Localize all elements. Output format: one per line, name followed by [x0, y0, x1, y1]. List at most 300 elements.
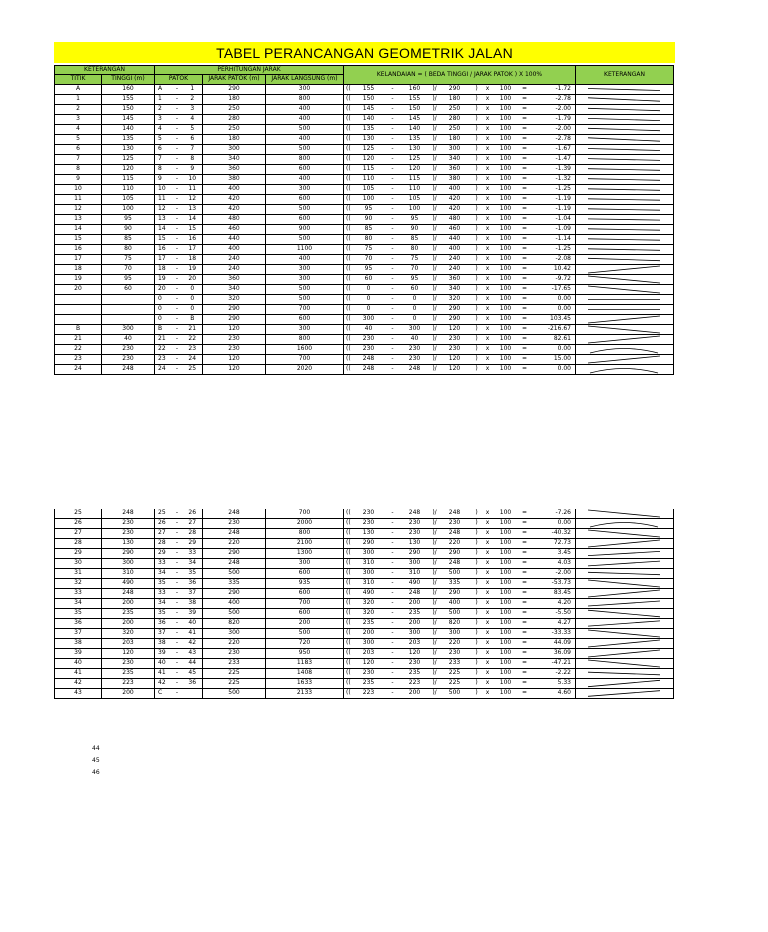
slope-result-cell: 10.42 [530, 264, 576, 274]
height-b-cell: 230 [400, 659, 430, 669]
slope-sketch-icon [576, 559, 673, 568]
height-b-cell: 100 [400, 204, 430, 214]
minus-cell: - [386, 569, 400, 579]
divide-cell: )/ [430, 539, 440, 549]
slope-sketch-icon [576, 235, 673, 244]
distance-cell: 250 [440, 124, 470, 134]
patok-from-cell: 23 [155, 354, 172, 364]
titik-cell: 29 [55, 549, 102, 559]
slope-sketch-icon [576, 589, 673, 598]
patok-from-cell: 35 [155, 609, 172, 619]
height-b-cell: 95 [400, 274, 430, 284]
keterangan-sketch-cell [576, 569, 674, 579]
distance-cell: 280 [440, 114, 470, 124]
patok-to-cell: 29 [183, 539, 203, 549]
distance-cell: 290 [440, 314, 470, 324]
divide-cell: )/ [430, 639, 440, 649]
table-row [55, 669, 674, 679]
divide-cell: )/ [430, 114, 440, 124]
slope-sketch-icon [576, 659, 673, 668]
equals-cell: = [520, 234, 530, 244]
titik-cell: 5 [55, 134, 102, 144]
patok-from-cell: 13 [155, 214, 172, 224]
tinggi-cell: 200 [102, 599, 155, 609]
equals-cell: = [520, 264, 530, 274]
height-a-cell: 40 [352, 324, 386, 334]
table-row [55, 234, 674, 244]
jarak-langsung-cell: 2020 [266, 364, 344, 374]
jarak-patok-cell: 300 [203, 144, 266, 154]
patok-to-cell: 27 [183, 519, 203, 529]
slope-sketch-icon [576, 165, 673, 174]
jarak-langsung-cell: 500 [266, 234, 344, 244]
hundred-cell: 100 [492, 579, 520, 589]
table-row [55, 629, 674, 639]
slope-result-cell: -53.73 [530, 579, 576, 589]
table-row [55, 619, 674, 629]
table-row [55, 519, 674, 529]
close-paren-cell: ) [470, 204, 484, 214]
minus-cell: - [386, 104, 400, 114]
close-paren-cell: ) [470, 639, 484, 649]
hundred-cell: 100 [492, 609, 520, 619]
height-a-cell: 95 [352, 204, 386, 214]
minus-cell: - [386, 639, 400, 649]
times-cell: x [484, 599, 492, 609]
table-title: TABEL PERANCANGAN GEOMETRIK JALAN [54, 42, 675, 63]
slope-line [588, 88, 660, 90]
patok-dash-cell: - [172, 619, 183, 629]
keterangan-sketch-cell [576, 284, 674, 294]
minus-cell: - [386, 204, 400, 214]
jarak-patok-cell: 400 [203, 244, 266, 254]
slope-line [588, 179, 660, 181]
keterangan-sketch-cell [576, 264, 674, 274]
minus-cell: - [386, 184, 400, 194]
table-row [55, 294, 674, 304]
patok-from-cell: 41 [155, 669, 172, 679]
slope-line [588, 601, 660, 606]
patok-dash-cell: - [172, 669, 183, 679]
distance-cell: 250 [440, 104, 470, 114]
patok-dash-cell: - [172, 224, 183, 234]
jarak-langsung-cell: 600 [266, 314, 344, 324]
slope-line [588, 169, 660, 171]
patok-from-cell: 9 [155, 174, 172, 184]
hundred-cell: 100 [492, 124, 520, 134]
table-row [55, 224, 674, 234]
hundred-cell: 100 [492, 679, 520, 689]
minus-cell: - [386, 214, 400, 224]
tinggi-header: TINGGI (m) [102, 75, 155, 84]
times-cell: x [484, 94, 492, 104]
hundred-cell: 100 [492, 134, 520, 144]
jarak-langsung-cell: 800 [266, 154, 344, 164]
patok-dash-cell: - [172, 579, 183, 589]
hundred-cell: 100 [492, 589, 520, 599]
patok-dash-cell: - [172, 134, 183, 144]
hundred-cell: 100 [492, 509, 520, 519]
patok-dash-cell: - [172, 294, 183, 304]
table-row [55, 364, 674, 374]
open-paren-cell: (( [344, 144, 352, 154]
patok-from-cell: C [155, 689, 172, 699]
slope-sketch-icon [576, 355, 673, 364]
open-paren-cell: (( [344, 244, 352, 254]
height-b-cell: 203 [400, 639, 430, 649]
hundred-cell: 100 [492, 174, 520, 184]
hundred-cell: 100 [492, 539, 520, 549]
tinggi-cell: 130 [102, 539, 155, 549]
slope-sketch-icon [576, 115, 673, 124]
patok-dash-cell: - [172, 569, 183, 579]
minus-cell: - [386, 344, 400, 354]
table-row [55, 579, 674, 589]
titik-cell: 33 [55, 589, 102, 599]
tinggi-cell: 95 [102, 214, 155, 224]
table-row [55, 94, 674, 104]
perhitungan-header: PERHITUNGAN JARAK [155, 66, 344, 75]
times-cell: x [484, 619, 492, 629]
patok-to-cell: 23 [183, 344, 203, 354]
table-row [55, 334, 674, 344]
slope-sketch-icon [576, 145, 673, 154]
close-paren-cell: ) [470, 549, 484, 559]
equals-cell: = [520, 679, 530, 689]
patok-dash-cell: - [172, 234, 183, 244]
equals-cell: = [520, 344, 530, 354]
slope-line [588, 316, 660, 323]
times-cell: x [484, 304, 492, 314]
hundred-cell: 100 [492, 234, 520, 244]
patok-dash-cell: - [172, 354, 183, 364]
divide-cell: )/ [430, 324, 440, 334]
equals-cell: = [520, 254, 530, 264]
equals-cell: = [520, 304, 530, 314]
equals-cell: = [520, 509, 530, 519]
patok-to-cell: 37 [183, 589, 203, 599]
titik-cell: 34 [55, 599, 102, 609]
minus-cell: - [386, 619, 400, 629]
jarak-patok-cell: 320 [203, 294, 266, 304]
keterangan-sketch-cell [576, 619, 674, 629]
equals-cell: = [520, 659, 530, 669]
patok-to-cell: 44 [183, 659, 203, 669]
times-cell: x [484, 659, 492, 669]
jarak-patok-cell: 400 [203, 599, 266, 609]
keterangan-sketch-cell [576, 314, 674, 324]
slope-line [588, 680, 660, 686]
patok-to-cell: 5 [183, 124, 203, 134]
hundred-cell: 100 [492, 294, 520, 304]
slope-result-cell: -1.67 [530, 144, 576, 154]
minus-cell: - [386, 254, 400, 264]
times-cell: x [484, 314, 492, 324]
hundred-cell: 100 [492, 114, 520, 124]
table-row [55, 264, 674, 274]
table-row [55, 174, 674, 184]
close-paren-cell: ) [470, 104, 484, 114]
tinggi-cell: 200 [102, 619, 155, 629]
jarak-patok-cell: 820 [203, 619, 266, 629]
patok-dash-cell: - [172, 344, 183, 354]
titik-cell: 31 [55, 569, 102, 579]
jarak-patok-cell: 230 [203, 649, 266, 659]
trailing-number: 46 [92, 769, 100, 776]
hundred-cell: 100 [492, 519, 520, 529]
jarak-patok-cell: 460 [203, 224, 266, 234]
tinggi-cell [102, 314, 155, 324]
titik-cell: 42 [55, 679, 102, 689]
hundred-cell: 100 [492, 529, 520, 539]
height-b-cell: 150 [400, 104, 430, 114]
hundred-cell: 100 [492, 184, 520, 194]
equals-cell: = [520, 204, 530, 214]
patok-from-cell: 40 [155, 659, 172, 669]
minus-cell: - [386, 689, 400, 699]
patok-to-cell: 16 [183, 234, 203, 244]
tinggi-cell: 300 [102, 324, 155, 334]
equals-cell: = [520, 589, 530, 599]
patok-from-cell: 42 [155, 679, 172, 689]
patok-dash-cell: - [172, 549, 183, 559]
slope-line [588, 158, 660, 160]
patok-to-cell: 15 [183, 224, 203, 234]
divide-cell: )/ [430, 619, 440, 629]
minus-cell: - [386, 304, 400, 314]
jarak-langsung-cell: 1183 [266, 659, 344, 669]
tinggi-cell: 90 [102, 224, 155, 234]
height-b-cell: 310 [400, 569, 430, 579]
open-paren-cell: (( [344, 234, 352, 244]
jarak-langsung-cell: 300 [266, 324, 344, 334]
distance-cell: 230 [440, 334, 470, 344]
times-cell: x [484, 174, 492, 184]
open-paren-cell: (( [344, 569, 352, 579]
keterangan-sketch-cell [576, 324, 674, 334]
height-b-cell: 200 [400, 619, 430, 629]
geometry-table-2 [54, 509, 674, 699]
keterangan-sketch-cell [576, 669, 674, 679]
jarak-langsung-cell: 500 [266, 144, 344, 154]
jarak-langsung-cell: 300 [266, 274, 344, 284]
minus-cell: - [386, 659, 400, 669]
titik-cell: 15 [55, 234, 102, 244]
minus-cell: - [386, 679, 400, 689]
open-paren-cell: (( [344, 264, 352, 274]
jarak-langsung-cell: 400 [266, 174, 344, 184]
times-cell: x [484, 509, 492, 519]
keterangan-sketch-cell [576, 559, 674, 569]
titik-cell: 32 [55, 579, 102, 589]
open-paren-cell: (( [344, 619, 352, 629]
divide-cell: )/ [430, 224, 440, 234]
patok-to-cell: 13 [183, 204, 203, 214]
height-a-cell: 290 [352, 539, 386, 549]
patok-from-cell: 19 [155, 274, 172, 284]
patok-dash-cell: - [172, 529, 183, 539]
hundred-cell: 100 [492, 344, 520, 354]
slope-sketch-icon [576, 579, 673, 588]
patok-to-cell: 36 [183, 679, 203, 689]
slope-line [588, 540, 660, 547]
patok-to-cell: 19 [183, 264, 203, 274]
titik-cell: 11 [55, 194, 102, 204]
height-a-cell: 248 [352, 354, 386, 364]
patok-from-cell: 0 [155, 294, 172, 304]
close-paren-cell: ) [470, 304, 484, 314]
times-cell: x [484, 639, 492, 649]
hundred-cell: 100 [492, 264, 520, 274]
minus-cell: - [386, 264, 400, 274]
close-paren-cell: ) [470, 529, 484, 539]
tinggi-cell [102, 304, 155, 314]
slope-line [588, 118, 660, 120]
slope-result-cell: -2.00 [530, 104, 576, 114]
close-paren-cell: ) [470, 599, 484, 609]
height-a-cell: 300 [352, 569, 386, 579]
slope-line [588, 691, 660, 697]
hundred-cell: 100 [492, 104, 520, 114]
jarak-langsung-cell: 600 [266, 589, 344, 599]
jarak-patok-cell: 290 [203, 304, 266, 314]
tinggi-cell [102, 294, 155, 304]
hundred-cell: 100 [492, 364, 520, 374]
patok-to-cell: 0 [183, 304, 203, 314]
table-row [55, 134, 674, 144]
slope-result-cell: 5.33 [530, 679, 576, 689]
hundred-cell: 100 [492, 669, 520, 679]
patok-dash-cell: - [172, 519, 183, 529]
hundred-cell: 100 [492, 254, 520, 264]
times-cell: x [484, 539, 492, 549]
hundred-cell: 100 [492, 619, 520, 629]
height-b-cell: 248 [400, 364, 430, 374]
hundred-cell: 100 [492, 314, 520, 324]
tinggi-cell: 320 [102, 629, 155, 639]
minus-cell: - [386, 649, 400, 659]
close-paren-cell: ) [470, 539, 484, 549]
tinggi-cell: 140 [102, 124, 155, 134]
patok-to-cell: 14 [183, 214, 203, 224]
patok-to-cell: 0 [183, 294, 203, 304]
close-paren-cell: ) [470, 284, 484, 294]
patok-to-cell: 3 [183, 104, 203, 114]
patok-from-cell: 5 [155, 134, 172, 144]
jarak-patok-cell: 230 [203, 334, 266, 344]
slope-result-cell: 4.20 [530, 599, 576, 609]
slope-sketch-icon [576, 85, 673, 94]
patok-to-cell: 42 [183, 639, 203, 649]
patok-from-cell: 11 [155, 194, 172, 204]
height-b-cell: 0 [400, 294, 430, 304]
table-row [55, 84, 674, 94]
slope-result-cell: 0.00 [530, 304, 576, 314]
height-a-cell: 140 [352, 114, 386, 124]
close-paren-cell: ) [470, 509, 484, 519]
slope-line [588, 510, 660, 517]
jarak-langsung-cell: 1100 [266, 244, 344, 254]
distance-cell: 400 [440, 599, 470, 609]
minus-cell: - [386, 194, 400, 204]
slope-result-cell: 83.45 [530, 589, 576, 599]
patok-dash-cell: - [172, 304, 183, 314]
slope-sketch-icon [576, 135, 673, 144]
jarak-patok-cell: 290 [203, 549, 266, 559]
hundred-cell: 100 [492, 629, 520, 639]
tinggi-cell: 70 [102, 264, 155, 274]
slope-result-cell: 4.03 [530, 559, 576, 569]
open-paren-cell: (( [344, 214, 352, 224]
patok-from-cell: 29 [155, 549, 172, 559]
distance-cell: 340 [440, 284, 470, 294]
jarak-patok-cell: 225 [203, 669, 266, 679]
hundred-cell: 100 [492, 244, 520, 254]
patok-from-cell: 28 [155, 539, 172, 549]
slope-line [588, 551, 660, 555]
keterangan-sketch-cell [576, 154, 674, 164]
slope-result-cell: 72.73 [530, 539, 576, 549]
slope-result-cell: -2.78 [530, 94, 576, 104]
equals-cell: = [520, 519, 530, 529]
open-paren-cell: (( [344, 609, 352, 619]
open-paren-cell: (( [344, 344, 352, 354]
height-a-cell: 230 [352, 519, 386, 529]
equals-cell: = [520, 174, 530, 184]
height-b-cell: 248 [400, 589, 430, 599]
jarak-langsung-cell: 600 [266, 609, 344, 619]
hundred-cell: 100 [492, 569, 520, 579]
patok-to-cell: 1 [183, 84, 203, 94]
distance-cell: 225 [440, 679, 470, 689]
slope-result-cell: -216.67 [530, 324, 576, 334]
patok-from-cell: B [155, 324, 172, 334]
patok-to-cell [183, 689, 203, 699]
patok-to-cell: 45 [183, 669, 203, 679]
divide-cell: )/ [430, 294, 440, 304]
jarak-patok-cell: 340 [203, 154, 266, 164]
slope-sketch-icon [576, 529, 673, 538]
patok-to-cell: 8 [183, 154, 203, 164]
titik-cell: 4 [55, 124, 102, 134]
tinggi-cell: 200 [102, 689, 155, 699]
times-cell: x [484, 114, 492, 124]
titik-cell: 26 [55, 519, 102, 529]
height-a-cell: 200 [352, 629, 386, 639]
slope-result-cell: -1.25 [530, 244, 576, 254]
height-b-cell: 75 [400, 254, 430, 264]
titik-cell: 19 [55, 274, 102, 284]
slope-result-cell: -17.65 [530, 284, 576, 294]
minus-cell: - [386, 529, 400, 539]
equals-cell: = [520, 154, 530, 164]
divide-cell: )/ [430, 84, 440, 94]
close-paren-cell: ) [470, 154, 484, 164]
open-paren-cell: (( [344, 509, 352, 519]
distance-cell: 360 [440, 164, 470, 174]
height-a-cell: 70 [352, 254, 386, 264]
hundred-cell: 100 [492, 94, 520, 104]
titik-cell [55, 304, 102, 314]
close-paren-cell: ) [470, 669, 484, 679]
height-a-cell: 130 [352, 134, 386, 144]
minus-cell: - [386, 244, 400, 254]
open-paren-cell: (( [344, 639, 352, 649]
open-paren-cell: (( [344, 274, 352, 284]
keterangan-sketch-cell [576, 589, 674, 599]
divide-cell: )/ [430, 124, 440, 134]
height-a-cell: 0 [352, 284, 386, 294]
